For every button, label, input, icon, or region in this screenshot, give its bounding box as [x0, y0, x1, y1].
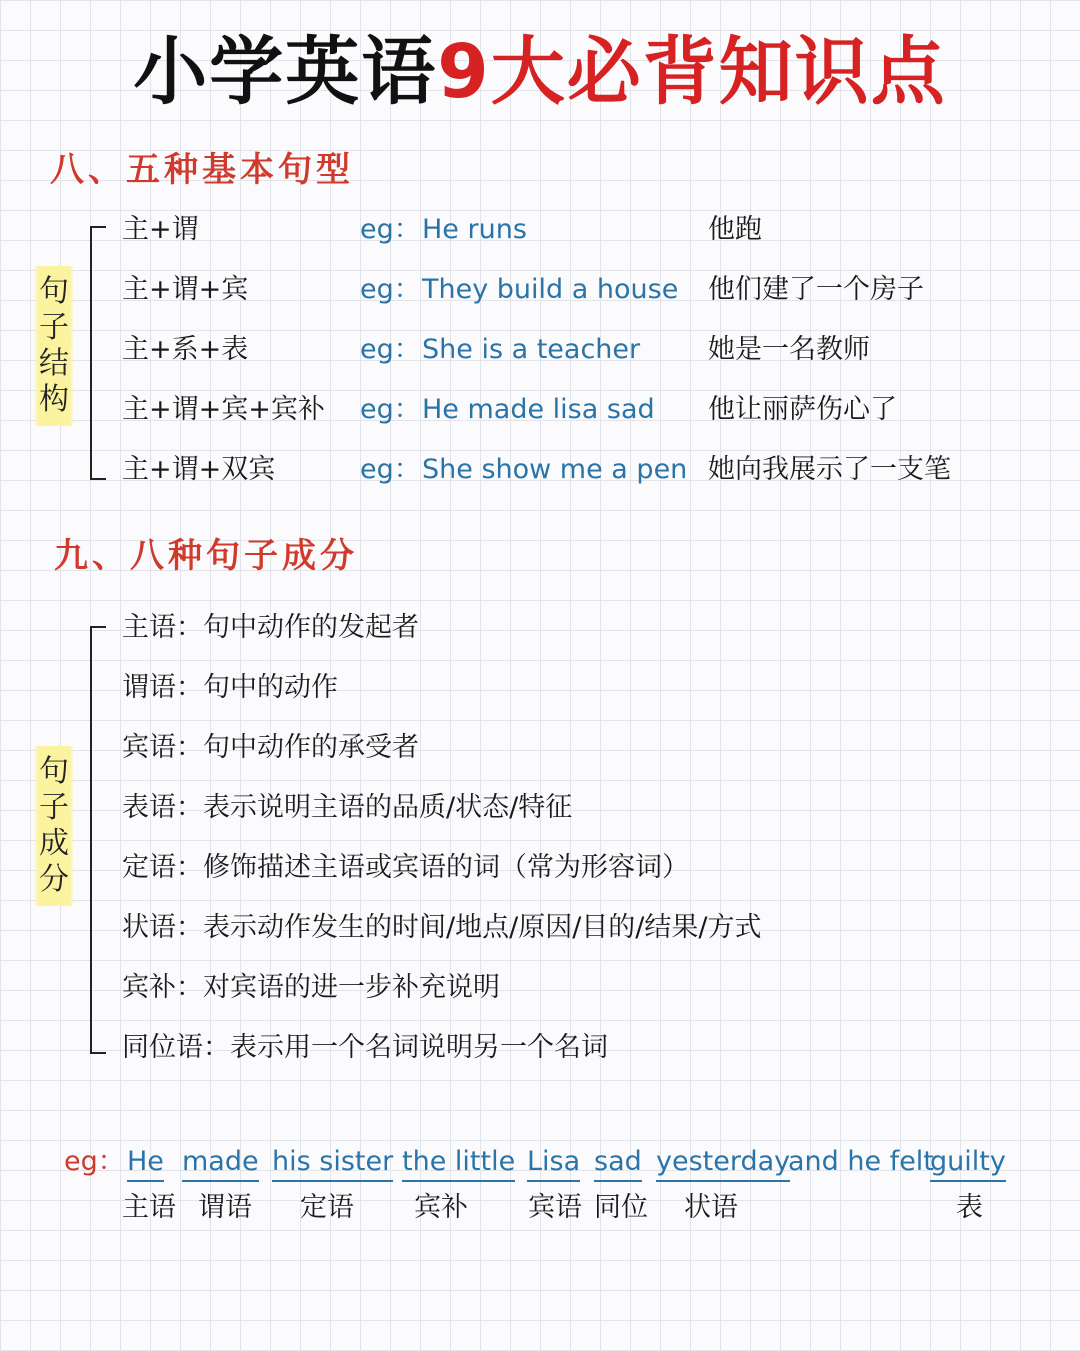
example-chinese: 他让丽萨伤心了	[708, 394, 897, 425]
list-item: 状语：表示动作发生的时间/地点/原因/目的/结果/方式	[122, 912, 762, 943]
example-chinese: 他们建了一个房子	[708, 274, 924, 305]
list-item: 主语：句中动作的发起者	[122, 612, 419, 643]
section-8-bracket	[90, 226, 106, 480]
side-label-char: 子	[39, 310, 69, 345]
eg-label: eg：	[360, 274, 421, 305]
analysis-word: made	[182, 1144, 259, 1182]
pattern: 主+系+表	[122, 334, 249, 365]
analysis-connector: and he felt	[788, 1146, 934, 1177]
side-label-char: 分	[39, 862, 69, 897]
pattern: 主+谓+宾+宾补	[122, 394, 325, 425]
pattern: 主+谓+宾	[122, 274, 249, 305]
analysis-word: guilty	[930, 1144, 1006, 1182]
eg-label: eg：	[360, 454, 421, 485]
side-label-char: 成	[39, 826, 69, 861]
list-item: 宾补：对宾语的进一步补充说明	[122, 972, 500, 1003]
analysis-word: sad	[594, 1144, 642, 1182]
list-item: 宾语：句中动作的承受者	[122, 732, 419, 763]
eg-label: eg：	[360, 214, 421, 245]
analysis-role: 表	[956, 1192, 983, 1223]
pattern: 主+谓	[122, 214, 199, 245]
example-english: She is a teacher	[422, 334, 641, 365]
page-title	[0, 22, 1080, 122]
example-english: He made lisa sad	[422, 394, 655, 425]
example-chinese: 他跑	[708, 214, 762, 245]
example-chinese: 她是一名教师	[708, 334, 870, 365]
example-english: They build a house	[422, 274, 679, 305]
side-label-char: 结	[39, 346, 69, 381]
analysis-eg-label: eg：	[64, 1146, 125, 1177]
list-item: 同位语：表示用一个名词说明另一个名词	[122, 1032, 608, 1063]
analysis-role: 谓语	[198, 1192, 252, 1223]
side-label-char: 子	[39, 790, 69, 825]
analysis-role: 同位	[594, 1192, 648, 1223]
pattern: 主+谓+双宾	[122, 454, 276, 485]
analysis-word: his sister	[272, 1144, 393, 1182]
analysis-role: 状语	[684, 1192, 738, 1223]
section-9-bracket	[90, 626, 106, 1054]
example-chinese: 她向我展示了一支笔	[708, 454, 951, 485]
analysis-role: 定语	[300, 1192, 354, 1223]
eg-label: eg：	[360, 334, 421, 365]
side-label-char: 句	[39, 754, 69, 789]
analysis-word: yesterday	[656, 1144, 790, 1182]
analysis-word: the little	[402, 1144, 515, 1182]
section-9-side-label	[32, 746, 76, 906]
list-item: 表语：表示说明主语的品质/状态/特征	[122, 792, 573, 823]
section-8-side-label	[32, 266, 76, 426]
eg-label: eg：	[360, 394, 421, 425]
analysis-role: 宾补	[414, 1192, 468, 1223]
analysis-word: Lisa	[527, 1144, 580, 1182]
section-8-heading: 八、五种基本句型	[50, 150, 354, 190]
list-item: 定语：修饰描述主语或宾语的词（常为形容词）	[122, 852, 689, 883]
example-english: She show me a pen	[422, 454, 688, 485]
side-label-char: 句	[39, 274, 69, 309]
example-english: He runs	[422, 214, 527, 245]
title-black-part: 小学英语	[133, 29, 438, 115]
title-red-part: 9大必背知识点	[437, 29, 947, 115]
list-item: 谓语：句中的动作	[122, 672, 338, 703]
analysis-word: He	[127, 1144, 164, 1182]
section-9-heading: 九、八种句子成分	[54, 536, 358, 576]
analysis-role: 主语	[122, 1192, 176, 1223]
analysis-role: 宾语	[528, 1192, 582, 1223]
side-label-char: 构	[39, 382, 69, 417]
